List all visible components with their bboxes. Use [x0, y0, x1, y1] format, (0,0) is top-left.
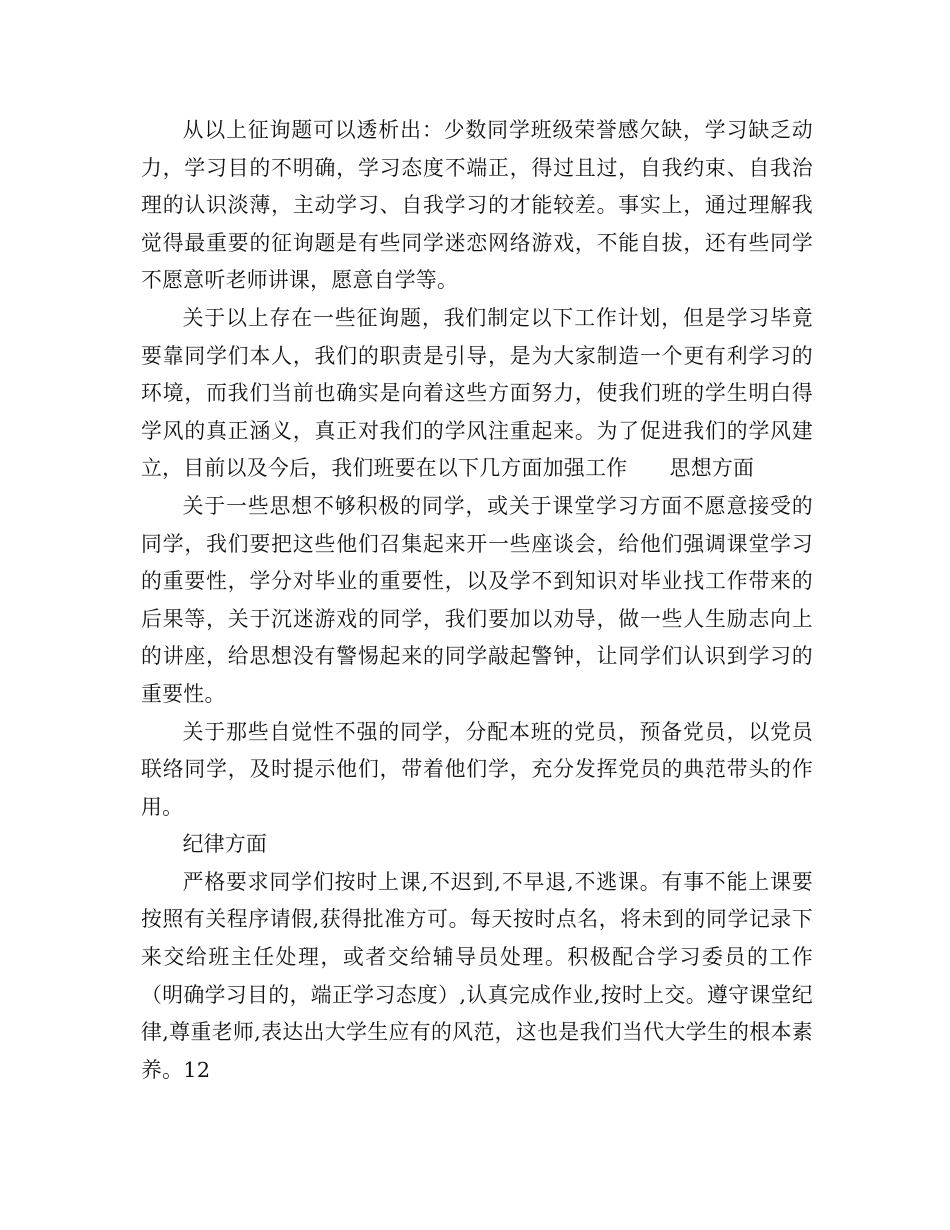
document-body [141, 112, 813, 1089]
section-heading-discipline: 纪律方面 [182, 832, 268, 857]
paragraph-discipline: 严格要求同学们按时上课,不迟到,不早退,不逃课。有事不能上课要按照有关程序请假,获得批准方可。每天按时点名，将未到的同学记录下来交给班主任处理，或者交给辅导员处理。积极配合学习委员的工作（明确学习目的，端正学习态度）,认真完成作业,按时上交。遵守课堂纪律,尊重老师,表达出大学生应有的风范，这也是我们当代大学生的根本素养。12 [141, 869, 813, 1082]
paragraph-work-plan: 关于以上存在一些征询题，我们制定以下工作计划，但是学习毕竟要靠同学们本人，我们的职责是引导，是为大家制造一个更有利学习的环境，而我们当前也确实是向着这些方面努力，使我们班的学生明白得学风的真正涵义，真正对我们的学风注重起来。为了促进我们的学风建立，目前以及今后，我们班要在以下几方面加强工作 思想方面 [141, 305, 813, 481]
paragraph-ideology: 关于一些思想不够积极的同学，或关于课堂学习方面不愿意接受的同学，我们要把这些他们召集起来开一些座谈会，给他们强调课堂学习的重要性，学分对毕业的重要性，以及学不到知识对毕业找工作带来的后果等，关于沉迷游戏的同学，我们要加以劝导，做一些人生励志向上的讲座，给思想没有警惕起来的同学敲起警钟，让同学们认识到学习的重要性。 [141, 493, 813, 706]
paragraph-party-members: 关于那些自觉性不强的同学，分配本班的党员，预备党员，以党员联络同学，及时提示他们，带着他们学，充分发挥党员的典范带头的作用。 [141, 719, 813, 819]
paragraph-analysis: 从以上征询题可以透析出：少数同学班级荣誉感欠缺，学习缺乏动力，学习目的不明确，学习态度不端正，得过且过，自我约束、自我治理的认识淡薄，主动学习、自我学习的才能较差。事实上，通过理解我觉得最重要的征询题是有些同学迷恋网络游戏，不能自拔，还有些同学不愿意听老师讲课，愿意自学等。 [141, 118, 813, 293]
